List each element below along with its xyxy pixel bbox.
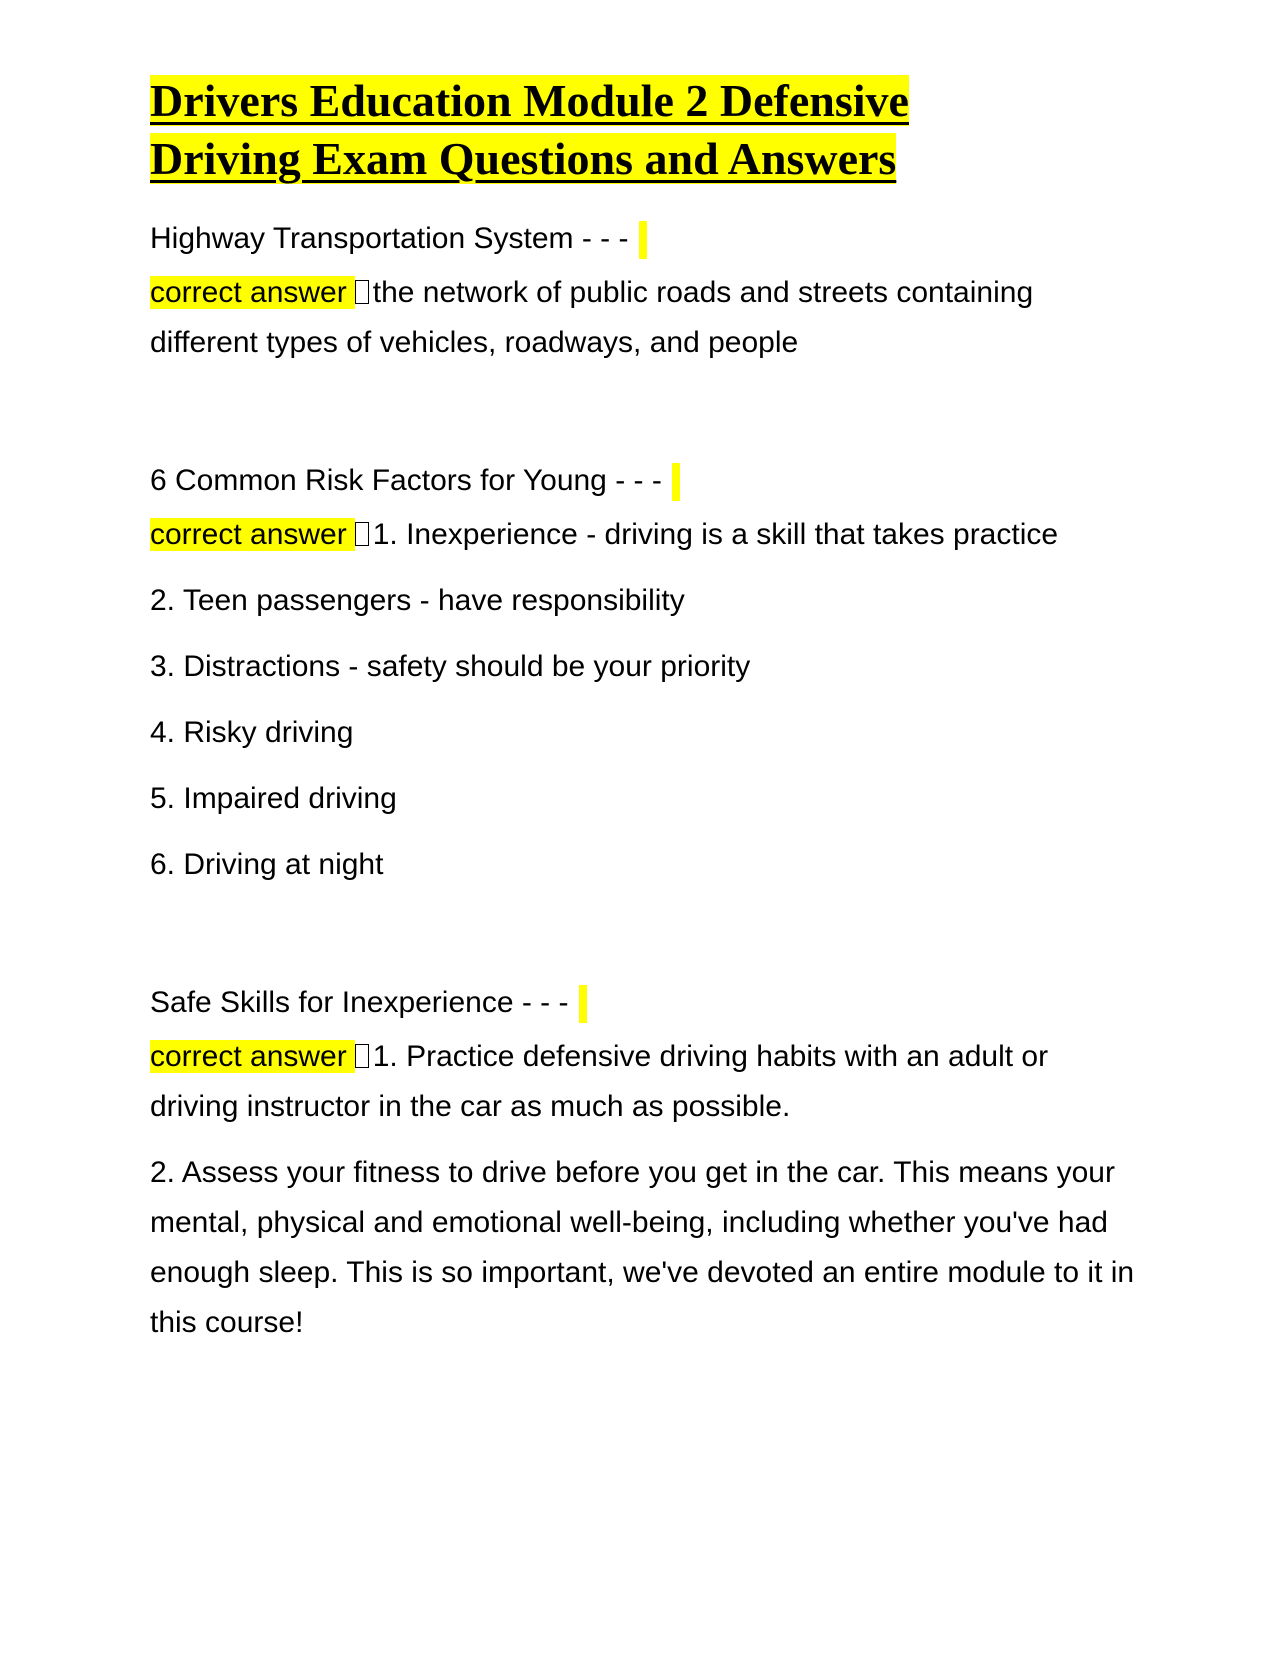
highlight-mark xyxy=(672,463,680,501)
document-page xyxy=(150,72,1140,1364)
title-line-1: Drivers Education Module 2 Defensive xyxy=(150,75,909,126)
answer-list-item: 5. Impaired driving xyxy=(150,782,397,815)
correct-answer-label: correct answer xyxy=(150,518,355,551)
question-text: Highway Transportation System - - - xyxy=(150,214,1140,264)
document-title xyxy=(150,72,1140,188)
answer-list-item: 6. Driving at night xyxy=(150,848,384,881)
correct-answer-label: correct answer xyxy=(150,1040,355,1073)
answer-text: the network of public roads and streets containing different types of vehicles, roadways, and people xyxy=(150,276,1034,359)
answer-paragraph xyxy=(150,268,1140,368)
qa-section xyxy=(150,214,1140,1348)
title-line-2: Driving Exam Questions and Answers xyxy=(150,133,897,184)
highlight-mark xyxy=(639,221,647,259)
answer-text: 1. Practice defensive driving habits with an adult or driving instructor in the car as much as possible. xyxy=(150,1040,1049,1123)
highlight-mark xyxy=(579,985,587,1023)
missing-glyph-icon xyxy=(355,522,369,546)
qa-block xyxy=(150,214,1140,368)
qa-block xyxy=(150,456,1140,890)
answer-list-item: 4. Risky driving xyxy=(150,716,354,749)
qa-block xyxy=(150,978,1140,1348)
question-text: 6 Common Risk Factors for Young - - - xyxy=(150,456,1140,506)
correct-answer-label: correct answer xyxy=(150,276,355,309)
answer-list-item: 2. Assess your fitness to drive before you get in the car. This means your mental, physical and emotional well-being, including whether you've had enough sleep. This is so important, we've devoted an entire module to it in this course! xyxy=(150,1156,1135,1339)
missing-glyph-icon xyxy=(355,1044,369,1068)
answer-paragraph xyxy=(150,510,1140,560)
answer-list-item: 3. Distractions - safety should be your priority xyxy=(150,650,751,683)
answer-paragraph xyxy=(150,1032,1140,1132)
answer-text: 1. Inexperience - driving is a skill that takes practice xyxy=(372,518,1059,551)
missing-glyph-icon xyxy=(355,280,369,304)
question-text: Safe Skills for Inexperience - - - xyxy=(150,978,1140,1028)
answer-list-item: 2. Teen passengers - have responsibility xyxy=(150,584,685,617)
